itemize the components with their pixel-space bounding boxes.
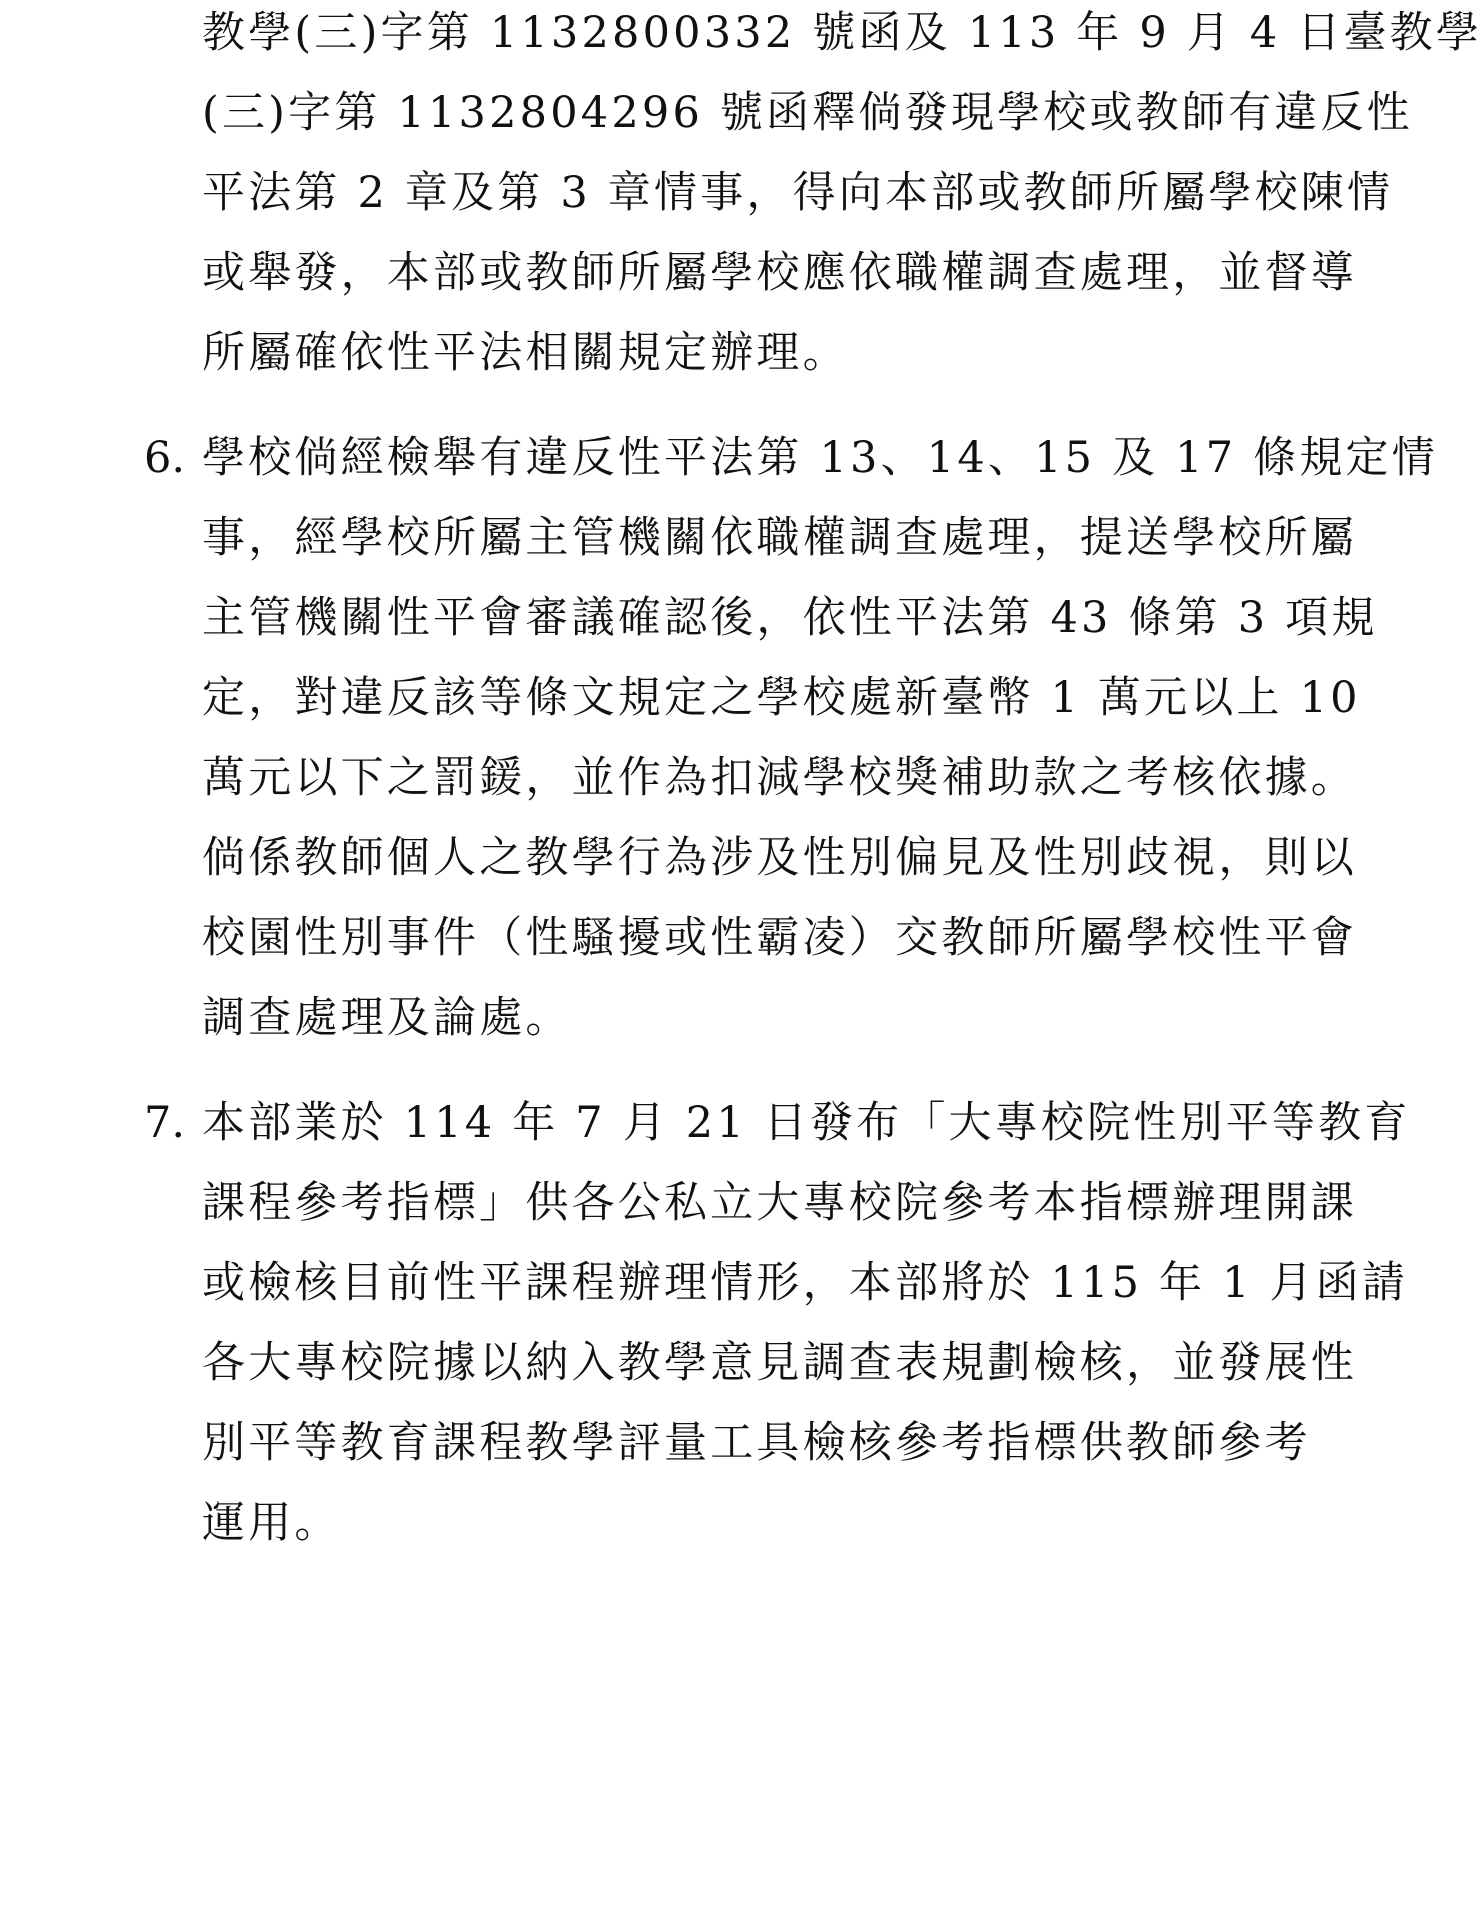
- paragraph-line: 事，經學校所屬主管機關依職權調查處理，提送學校所屬: [202, 513, 1357, 563]
- paragraph-line: 本部業於 114 年 7 月 21 日發布「大專校院性別平等教育: [202, 1098, 1411, 1148]
- paragraph-line: 或舉發，本部或教師所屬學校應依職權調查處理，並督導: [202, 248, 1357, 298]
- paragraph-line: 教學(三)字第 1132800332 號函及 113 年 9 月 4 日臺教學: [202, 8, 1482, 58]
- paragraph-line: 學校倘經檢舉有違反性平法第 13、14、15 及 17 條規定情: [202, 433, 1438, 483]
- paragraph-line: 所屬確依性平法相關規定辦理。: [202, 328, 849, 378]
- paragraph-line: 課程參考指標」供各公私立大專校院參考本指標辦理開課: [202, 1178, 1357, 1228]
- paragraph-line: 各大專校院據以納入教學意見調查表規劃檢核，並發展性: [202, 1338, 1357, 1388]
- paragraph-line: 萬元以下之罰鍰，並作為扣減學校獎補助款之考核依據。: [202, 753, 1357, 803]
- paragraph-line: 或檢核目前性平課程辦理情形，本部將於 115 年 1 月函請: [202, 1258, 1409, 1308]
- paragraph-line: 別平等教育課程教學評量工具檢核參考指標供教師參考: [202, 1418, 1311, 1468]
- paragraph-line: 運用。: [202, 1498, 341, 1548]
- paragraph-line: 校園性別事件（性騷擾或性霸凌）交教師所屬學校性平會: [202, 913, 1357, 963]
- paragraph-line: 主管機關性平會審議確認後，依性平法第 43 條第 3 項規: [202, 593, 1378, 643]
- paragraph-line: 倘係教師個人之教學行為涉及性別偏見及性別歧視，則以: [202, 833, 1357, 883]
- paragraph-line: 定，對違反該等條文規定之學校處新臺幣 1 萬元以上 10: [202, 673, 1361, 723]
- paragraph-line: 調查處理及論處。: [202, 993, 572, 1043]
- paragraph-line: (三)字第 1132804296 號函釋倘發現學校或教師有違反性: [202, 88, 1413, 138]
- item-number: 6.: [144, 433, 186, 483]
- item-number: 7.: [144, 1098, 186, 1148]
- paragraph-line: 平法第 2 章及第 3 章情事，得向本部或教師所屬學校陳情: [202, 168, 1394, 218]
